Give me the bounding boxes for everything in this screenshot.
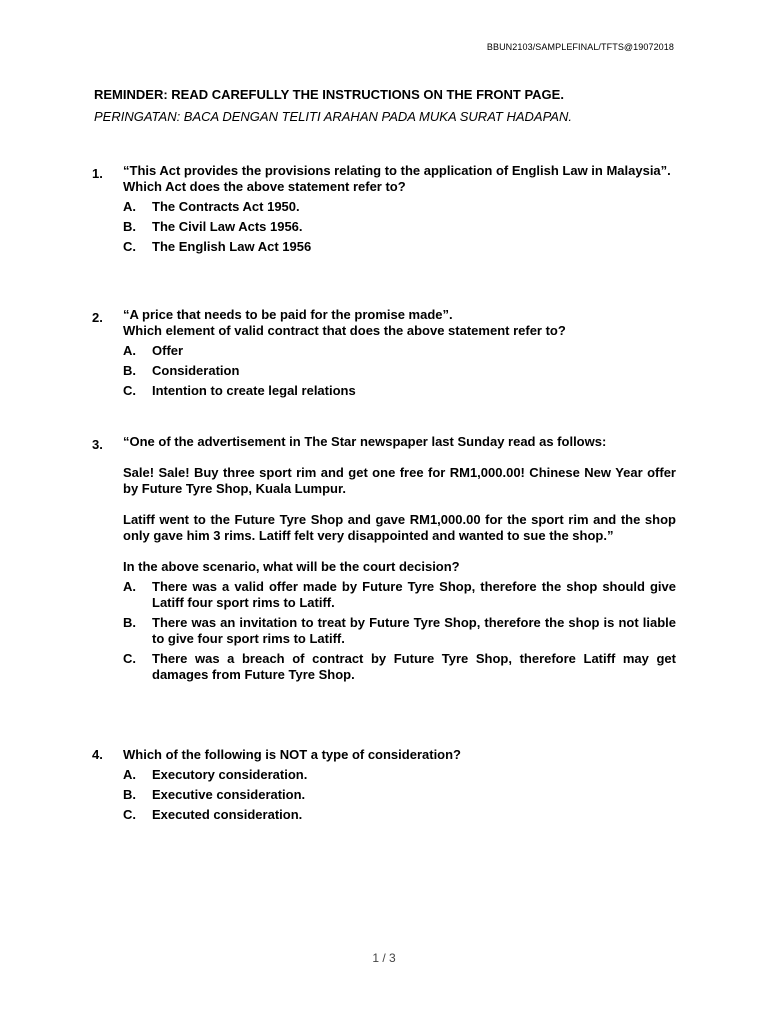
option-text: There was a breach of contract by Future Tyre Shop, therefore Latiff may get damages from Future Tyre Shop.	[152, 651, 676, 682]
option-c	[123, 807, 676, 823]
option-text: The Contracts Act 1950.	[152, 199, 300, 214]
option-letter: C.	[123, 807, 136, 822]
option-letter: B.	[123, 787, 136, 802]
question-body	[123, 163, 676, 259]
reminder-malay: PERINGATAN: BACA DENGAN TELITI ARAHAN PADA MUKA SURAT HADAPAN.	[94, 109, 572, 124]
question-prompt: In the above scenario, what will be the court decision?	[123, 559, 460, 574]
option-a	[123, 199, 676, 215]
option-c	[123, 239, 676, 255]
scenario-text: Latiff went to the Future Tyre Shop and gave RM1,000.00 for the sport rim and the shop only gave him 3 rims. Latiff felt very disappointed and wanted to sue the shop.”	[123, 512, 676, 543]
option-c	[123, 651, 676, 683]
question-text: “One of the advertisement in The Star newspaper last Sunday read as follows:	[123, 434, 607, 449]
option-list	[123, 199, 676, 255]
question-prompt: Which element of valid contract that does the above statement refer to?	[123, 323, 566, 338]
question-number: 3.	[92, 437, 103, 452]
question-body	[123, 307, 676, 403]
option-text: Offer	[152, 343, 184, 358]
option-a	[123, 343, 676, 359]
option-list	[123, 343, 676, 399]
option-b	[123, 787, 676, 803]
option-text: The English Law Act 1956	[152, 239, 312, 254]
document-code: BBUN2103/SAMPLEFINAL/TFTS@19072018	[486, 42, 674, 52]
question-prompt: Which Act does the above statement refer to?	[123, 179, 406, 194]
page-number: 1 / 3	[372, 951, 396, 965]
option-text: Intention to create legal relations	[152, 383, 356, 398]
option-text: Executive consideration.	[152, 787, 306, 802]
option-list	[123, 579, 676, 683]
option-letter: B.	[123, 219, 136, 234]
option-letter: C.	[123, 239, 136, 254]
question-prompt: Which of the following is NOT a type of consideration?	[123, 747, 461, 762]
advertisement-text: Sale! Sale! Buy three sport rim and get one free for RM1,000.00! Chinese New Year offer by Future Tyre Shop, Kuala Lumpur.	[123, 465, 676, 496]
option-letter: A.	[123, 343, 136, 358]
option-letter: A.	[123, 199, 136, 214]
option-letter: A.	[123, 767, 136, 782]
option-list	[123, 767, 676, 823]
question-body	[123, 747, 676, 827]
option-b	[123, 219, 676, 235]
question-body	[123, 434, 676, 687]
option-text: Executory consideration.	[152, 767, 308, 782]
reminder-english: REMINDER: READ CAREFULLY THE INSTRUCTIONS ON THE FRONT PAGE.	[94, 87, 564, 102]
option-a	[123, 579, 676, 611]
option-letter: C.	[123, 651, 136, 666]
option-letter: B.	[123, 363, 136, 378]
question-text: “This Act provides the provisions relating to the application of English Law in Malaysia”.	[123, 163, 671, 178]
option-text: The Civil Law Acts 1956.	[152, 219, 303, 234]
option-text: Executed consideration.	[152, 807, 303, 822]
question-number: 4.	[92, 747, 103, 762]
option-letter: A.	[123, 579, 136, 594]
option-letter: C.	[123, 383, 136, 398]
option-a	[123, 767, 676, 783]
option-c	[123, 383, 676, 399]
option-text: There was a valid offer made by Future Tyre Shop, therefore the shop should give Latiff four sport rims to Latiff.	[152, 579, 676, 610]
option-letter: B.	[123, 615, 136, 630]
option-text: Consideration	[152, 363, 240, 378]
option-text: There was an invitation to treat by Future Tyre Shop, therefore the shop is not liable to give four sport rims to Latiff.	[152, 615, 676, 646]
option-b	[123, 363, 676, 379]
question-number: 1.	[92, 166, 103, 181]
question-text: “A price that needs to be paid for the promise made”.	[123, 307, 453, 322]
option-b	[123, 615, 676, 647]
question-number: 2.	[92, 310, 103, 325]
